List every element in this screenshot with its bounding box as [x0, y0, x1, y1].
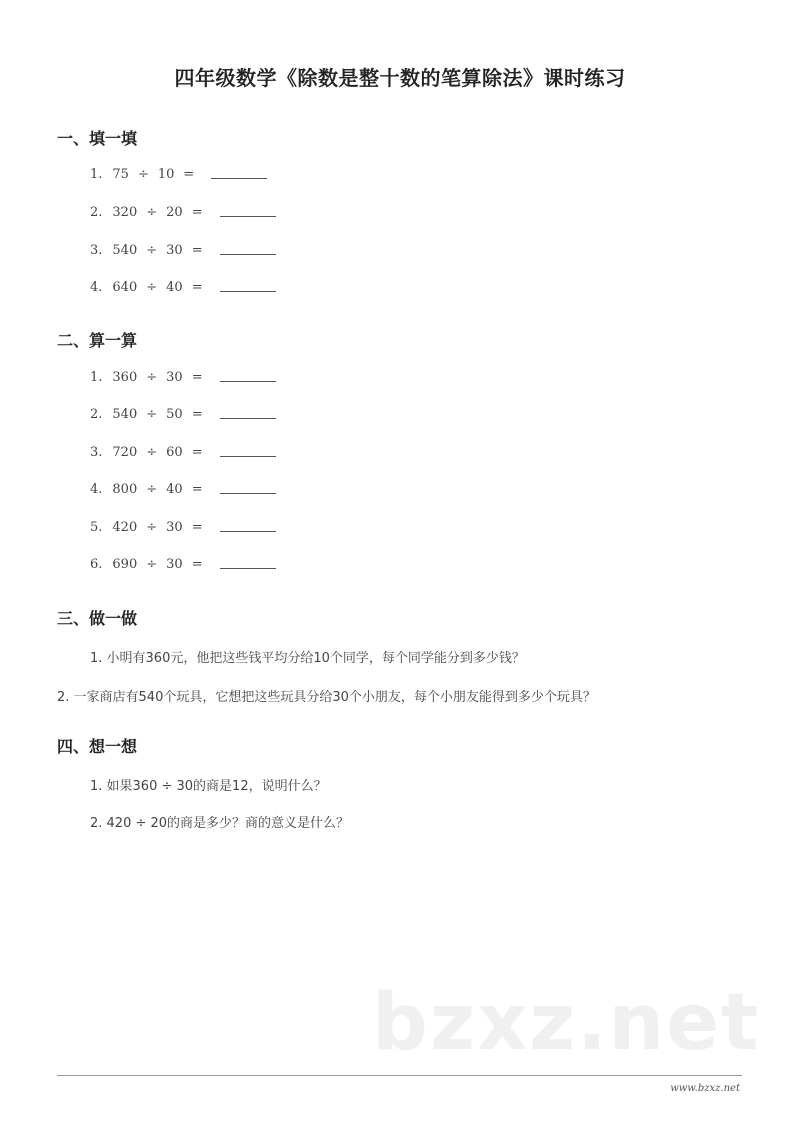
equals-sign: = — [183, 167, 195, 182]
question-number: 2. — [90, 407, 103, 422]
question-row — [90, 369, 276, 385]
divisor: 40 — [166, 280, 183, 295]
divisor: 30 — [166, 520, 183, 535]
word-problem-2: 2. 一家商店有540个玩具，它想把这些玩具分给30个小朋友，每个小朋友能得到多少个玩具？ — [57, 690, 596, 705]
question-number: 4. — [90, 482, 103, 497]
divide-sign: ÷ — [146, 520, 158, 535]
divisor: 30 — [166, 370, 183, 385]
question-row — [90, 481, 276, 497]
divide-sign: ÷ — [146, 445, 158, 460]
divide-sign: ÷ — [137, 167, 149, 182]
equals-sign: = — [191, 445, 203, 460]
divide-sign: ÷ — [146, 280, 158, 295]
answer-blank[interactable] — [220, 556, 276, 569]
question-row — [90, 204, 276, 220]
equals-sign: = — [191, 482, 203, 497]
dividend: 690 — [112, 557, 138, 572]
answer-blank[interactable] — [220, 279, 276, 292]
footer-divider — [57, 1075, 742, 1076]
dividend: 75 — [112, 167, 129, 182]
question-row — [90, 556, 276, 572]
divisor: 50 — [166, 407, 183, 422]
question-number: 1. — [90, 370, 103, 385]
section-heading-fill: 一、填一填 — [57, 129, 138, 148]
equals-sign: = — [191, 370, 203, 385]
divisor: 20 — [166, 205, 183, 220]
divide-sign: ÷ — [146, 205, 158, 220]
divide-sign: ÷ — [146, 557, 158, 572]
think-question-2: 2. 420 ÷ 20的商是多少？商的意义是什么？ — [90, 816, 350, 831]
equals-sign: = — [191, 280, 203, 295]
answer-blank[interactable] — [220, 519, 276, 532]
question-row — [90, 279, 276, 295]
question-row — [90, 242, 276, 258]
footer-url: www.bzxz.net — [670, 1083, 740, 1094]
equals-sign: = — [191, 243, 203, 258]
dividend: 360 — [112, 370, 138, 385]
question-number: 5. — [90, 520, 103, 535]
question-number: 2. — [90, 205, 103, 220]
watermark: bzxz.net — [372, 978, 761, 1068]
dividend: 320 — [112, 205, 138, 220]
section-heading-think: 四、想一想 — [57, 737, 138, 756]
dividend: 540 — [112, 407, 138, 422]
divisor: 30 — [166, 243, 183, 258]
dividend: 800 — [112, 482, 138, 497]
question-row — [90, 406, 276, 422]
answer-blank[interactable] — [220, 242, 276, 255]
divisor: 40 — [166, 482, 183, 497]
divisor: 10 — [157, 167, 175, 182]
answer-blank[interactable] — [220, 369, 276, 382]
divisor: 60 — [166, 445, 183, 460]
question-number: 3. — [90, 445, 103, 460]
answer-blank[interactable] — [220, 481, 276, 494]
document-title: 四年级数学《除数是整十数的笔算除法》课时练习 — [174, 66, 626, 90]
dividend: 640 — [112, 280, 138, 295]
answer-blank[interactable] — [220, 444, 276, 457]
answer-blank[interactable] — [211, 166, 267, 179]
dividend: 720 — [112, 445, 138, 460]
divide-sign: ÷ — [146, 370, 158, 385]
answer-blank[interactable] — [220, 204, 276, 217]
question-number: 4. — [90, 280, 103, 295]
divide-sign: ÷ — [146, 243, 158, 258]
word-problem-1: 1. 小明有360元，他把这些钱平均分给10个同学，每个同学能分到多少钱？ — [90, 651, 525, 666]
question-row — [90, 444, 276, 460]
question-row — [90, 166, 267, 182]
dividend: 420 — [112, 520, 138, 535]
equals-sign: = — [191, 557, 203, 572]
equals-sign: = — [191, 407, 203, 422]
equals-sign: = — [191, 205, 203, 220]
divide-sign: ÷ — [146, 407, 158, 422]
question-number: 3. — [90, 243, 103, 258]
dividend: 540 — [112, 243, 138, 258]
section-heading-do: 三、做一做 — [57, 609, 138, 628]
equals-sign: = — [191, 520, 203, 535]
question-number: 1. — [90, 167, 103, 182]
question-row — [90, 519, 276, 535]
section-heading-calculate: 二、算一算 — [57, 331, 138, 350]
question-number: 6. — [90, 557, 103, 572]
think-question-1: 1. 如果360 ÷ 30的商是12，说明什么？ — [90, 779, 327, 794]
answer-blank[interactable] — [220, 406, 276, 419]
divide-sign: ÷ — [146, 482, 158, 497]
divisor: 30 — [166, 557, 183, 572]
